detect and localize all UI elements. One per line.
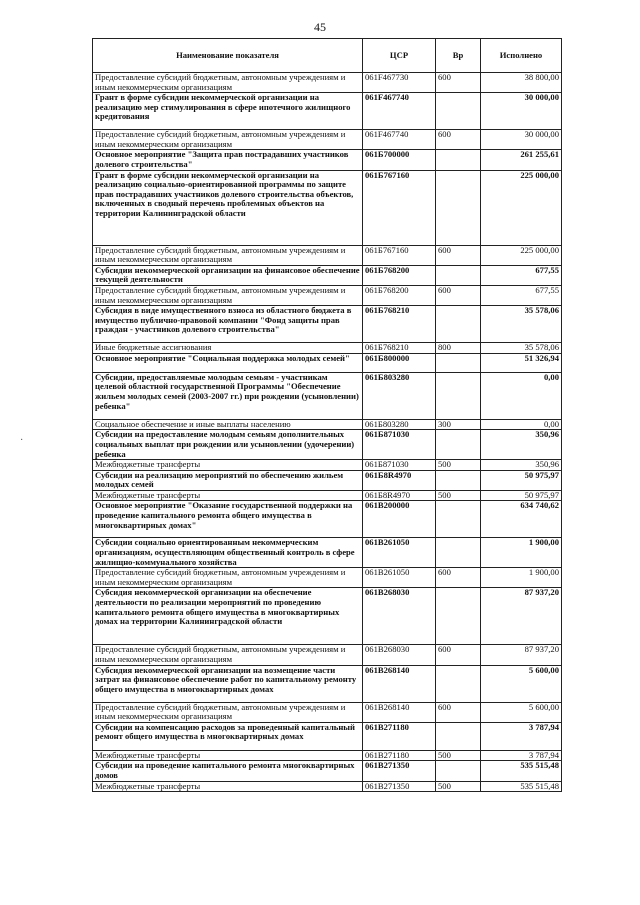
cell-amount: 634 740,62 xyxy=(481,501,562,538)
header-vr: Вр xyxy=(436,39,481,73)
cell-amount: 38 800,00 xyxy=(481,73,562,93)
cell-amount: 261 255,61 xyxy=(481,150,562,170)
table-row xyxy=(93,430,562,460)
cell-code: 061В268140 xyxy=(363,665,436,702)
cell-code: 061В271350 xyxy=(363,761,436,781)
cell-vr: 300 xyxy=(436,419,481,430)
table-row xyxy=(93,568,562,588)
cell-code: 061Б700000 xyxy=(363,150,436,170)
cell-code: 061В268140 xyxy=(363,702,436,722)
cell-code: 061Б767160 xyxy=(363,170,436,245)
table-row xyxy=(93,750,562,761)
cell-vr xyxy=(436,306,481,343)
cell-amount: 1 900,00 xyxy=(481,568,562,588)
table-row xyxy=(93,419,562,430)
cell-amount: 5 600,00 xyxy=(481,665,562,702)
table-row xyxy=(93,460,562,471)
cell-name: Предоставление субсидий бюджетным, автономным учреждениям и иным некоммерческим организациям xyxy=(93,702,363,722)
cell-amount: 5 600,00 xyxy=(481,702,562,722)
cell-vr: 600 xyxy=(436,245,481,265)
cell-name: Межбюджетные трансферты xyxy=(93,460,363,471)
cell-code: 061В271350 xyxy=(363,781,436,792)
cell-vr xyxy=(436,470,481,490)
table-header-row xyxy=(93,39,562,73)
cell-name: Предоставление субсидий бюджетным, автономным учреждениям и иным некоммерческим организациям xyxy=(93,645,363,665)
table-row xyxy=(93,150,562,170)
table-row xyxy=(93,470,562,490)
cell-vr: 500 xyxy=(436,460,481,471)
page-number: 45 xyxy=(314,20,326,34)
cell-name: Основное мероприятие "Защита прав пострадавших участников долевого строительства" xyxy=(93,150,363,170)
cell-code: 061Б803280 xyxy=(363,372,436,419)
cell-vr: 500 xyxy=(436,490,481,501)
cell-code: 061F467730 xyxy=(363,73,436,93)
cell-code: 061Б768210 xyxy=(363,343,436,354)
cell-name: Основное мероприятие "Оказание государственной поддержки на проведение капитального ремонта общего имущества в многоквартирных домах" xyxy=(93,501,363,538)
cell-amount: 35 578,06 xyxy=(481,343,562,354)
cell-name: Предоставление субсидий бюджетным, автономным учреждениям и иным некоммерческим организациям xyxy=(93,568,363,588)
cell-amount: 35 578,06 xyxy=(481,306,562,343)
cell-vr: 600 xyxy=(436,568,481,588)
cell-vr: 600 xyxy=(436,702,481,722)
cell-vr xyxy=(436,93,481,130)
cell-amount: 0,00 xyxy=(481,419,562,430)
cell-code: 061В271180 xyxy=(363,722,436,750)
cell-name: Иные бюджетные ассигнования xyxy=(93,343,363,354)
table-row xyxy=(93,245,562,265)
table-row xyxy=(93,372,562,419)
cell-amount: 225 000,00 xyxy=(481,245,562,265)
cell-amount: 50 975,97 xyxy=(481,470,562,490)
table-row xyxy=(93,761,562,781)
cell-amount: 350,96 xyxy=(481,460,562,471)
table-row xyxy=(93,781,562,792)
cell-vr xyxy=(436,265,481,285)
cell-vr xyxy=(436,353,481,372)
cell-amount: 3 787,94 xyxy=(481,722,562,750)
budget-execution-table xyxy=(92,38,562,792)
cell-name: Субсидии на компенсацию расходов за проведенный капитальный ремонт общего имущества в многоквартирных домах xyxy=(93,722,363,750)
cell-amount: 535 515,48 xyxy=(481,781,562,792)
table-row xyxy=(93,93,562,130)
cell-code: 061В268030 xyxy=(363,645,436,665)
table-row xyxy=(93,538,562,568)
cell-name: Межбюджетные трансферты xyxy=(93,781,363,792)
cell-amount: 50 975,97 xyxy=(481,490,562,501)
cell-vr: 600 xyxy=(436,130,481,150)
cell-amount: 225 000,00 xyxy=(481,170,562,245)
table-row xyxy=(93,170,562,245)
table-row xyxy=(93,285,562,305)
cell-vr: 600 xyxy=(436,645,481,665)
table-row xyxy=(93,265,562,285)
cell-vr: 600 xyxy=(436,285,481,305)
cell-name: Межбюджетные трансферты xyxy=(93,750,363,761)
cell-name: Социальное обеспечение и иные выплаты населению xyxy=(93,419,363,430)
cell-amount: 30 000,00 xyxy=(481,130,562,150)
table-row xyxy=(93,130,562,150)
cell-name: Предоставление субсидий бюджетным, автономным учреждениям и иным некоммерческим организациям xyxy=(93,130,363,150)
cell-vr xyxy=(436,761,481,781)
cell-code: 061Б8R4970 xyxy=(363,490,436,501)
cell-vr xyxy=(436,372,481,419)
cell-name: Грант в форме субсидии некоммерческой организации на реализацию социально-ориентированной программы по защите прав пострадавших участников долевого строительства объектов, включенных в сводный перечень проблемных объектов на территории Калининградской области xyxy=(93,170,363,245)
table-row xyxy=(93,702,562,722)
cell-code: 061Б800000 xyxy=(363,353,436,372)
cell-code: 061В268030 xyxy=(363,588,436,645)
cell-code: 061F467740 xyxy=(363,93,436,130)
cell-vr xyxy=(436,430,481,460)
cell-amount: 677,55 xyxy=(481,265,562,285)
cell-vr: 500 xyxy=(436,750,481,761)
table-body xyxy=(93,73,562,792)
cell-amount: 535 515,48 xyxy=(481,761,562,781)
cell-code: 061В261050 xyxy=(363,538,436,568)
cell-code: 061Б8R4970 xyxy=(363,470,436,490)
cell-name: Субсидия некоммерческой организации на обеспечение деятельности по реализации мероприятий по проведению капитального ремонта общего имущества в многоквартирных домах на территории Калининградской области xyxy=(93,588,363,645)
cell-name: Субсидии, предоставляемые молодым семьям - участникам целевой областной государственной Программы "Обеспечение жильем молодых семей (2003-2007 гг.) при рождении (усыновлении) ребенка" xyxy=(93,372,363,419)
table-row xyxy=(93,490,562,501)
table-row xyxy=(93,501,562,538)
header-name: Наименование показателя xyxy=(93,39,363,73)
cell-amount: 30 000,00 xyxy=(481,93,562,130)
cell-code: 061В271180 xyxy=(363,750,436,761)
cell-code: 061Б871030 xyxy=(363,460,436,471)
header-code: ЦСР xyxy=(363,39,436,73)
cell-name: Предоставление субсидий бюджетным, автономным учреждениям и иным некоммерческим организациям xyxy=(93,245,363,265)
cell-amount: 350,96 xyxy=(481,430,562,460)
cell-name: Субсидия в виде имущественного взноса из областного бюджета в имущество публично-правовой компании "Фонд защиты прав граждан - участников долевого строительства" xyxy=(93,306,363,343)
cell-amount: 677,55 xyxy=(481,285,562,305)
cell-code: 061В200000 xyxy=(363,501,436,538)
cell-amount: 1 900,00 xyxy=(481,538,562,568)
header-amount: Исполнено xyxy=(481,39,562,73)
cell-code: 061Б803280 xyxy=(363,419,436,430)
cell-code: 061Б871030 xyxy=(363,430,436,460)
cell-vr: 500 xyxy=(436,781,481,792)
cell-vr xyxy=(436,501,481,538)
cell-code: 061Б768200 xyxy=(363,265,436,285)
cell-vr xyxy=(436,150,481,170)
cell-vr xyxy=(436,665,481,702)
cell-code: 061В261050 xyxy=(363,568,436,588)
cell-amount: 87 937,20 xyxy=(481,588,562,645)
cell-amount: 3 787,94 xyxy=(481,750,562,761)
cell-code: 061F467740 xyxy=(363,130,436,150)
cell-name: Основное мероприятие "Социальная поддержка молодых семей" xyxy=(93,353,363,372)
cell-name: Субсидии на проведение капитального ремонта многоквартирных домов xyxy=(93,761,363,781)
table-row xyxy=(93,645,562,665)
table-row xyxy=(93,343,562,354)
cell-name: Предоставление субсидий бюджетным, автономным учреждениям и иным некоммерческим организациям xyxy=(93,285,363,305)
margin-mark: · xyxy=(20,435,24,446)
cell-name: Субсидии на реализацию мероприятий по обеспечению жильем молодых семей xyxy=(93,470,363,490)
table-row xyxy=(93,588,562,645)
cell-code: 061Б768210 xyxy=(363,306,436,343)
cell-name: Предоставление субсидий бюджетным, автономным учреждениям и иным некоммерческим организациям xyxy=(93,73,363,93)
cell-name: Грант в форме субсидии некоммерческой организации на реализацию мер стимулирования в сфере ипотечного жилищного кредитования xyxy=(93,93,363,130)
cell-amount: 87 937,20 xyxy=(481,645,562,665)
table-row xyxy=(93,722,562,750)
table-row xyxy=(93,665,562,702)
cell-name: Субсидии социально ориентированным некоммерческим организациям, осуществляющим общественный контроль в сфере жилищно-коммунального хозяйства xyxy=(93,538,363,568)
table-row xyxy=(93,73,562,93)
cell-vr xyxy=(436,538,481,568)
cell-name: Субсидии некоммерческой организации на финансовое обеспечение текущей деятельности xyxy=(93,265,363,285)
cell-code: 061Б768200 xyxy=(363,285,436,305)
cell-vr: 600 xyxy=(436,73,481,93)
cell-vr: 800 xyxy=(436,343,481,354)
table-row xyxy=(93,306,562,343)
cell-vr xyxy=(436,588,481,645)
table-row xyxy=(93,353,562,372)
cell-name: Межбюджетные трансферты xyxy=(93,490,363,501)
cell-name: Субсидии на предоставление молодым семьям дополнительных социальных выплат при рождении или усыновлении (удочерении) ребенка xyxy=(93,430,363,460)
cell-amount: 51 326,94 xyxy=(481,353,562,372)
cell-vr xyxy=(436,170,481,245)
cell-name: Субсидия некоммерческой организации на возмещение части затрат на финансовое обеспечение работ по капитальному ремонту общего имущества в многоквартирных домах xyxy=(93,665,363,702)
cell-code: 061Б767160 xyxy=(363,245,436,265)
cell-vr xyxy=(436,722,481,750)
cell-amount: 0,00 xyxy=(481,372,562,419)
